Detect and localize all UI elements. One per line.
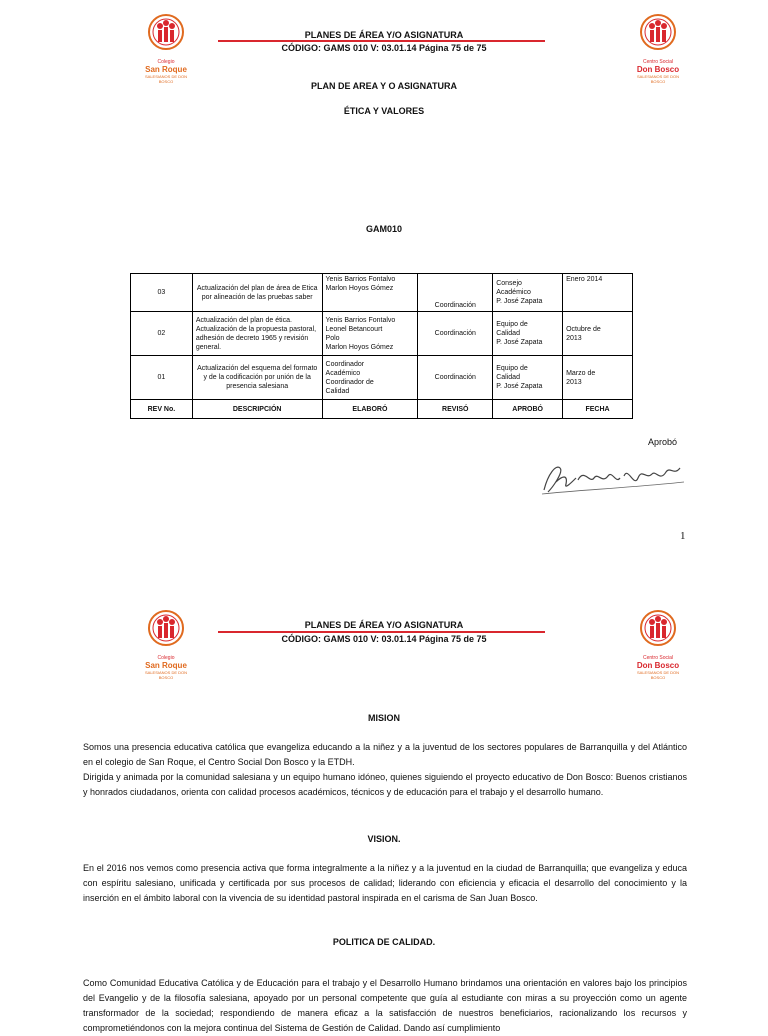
header-description: DESCRIPCIÓN — [192, 400, 322, 419]
approved-cell: Equipo de Calidad P. José Zapata — [493, 356, 563, 400]
header-date: FECHA — [563, 400, 633, 419]
date-cell: Enero 2014 — [563, 274, 633, 312]
description-cell: Actualización del esquema del formato y de la codificación por unión de la presencia salesiana — [192, 356, 322, 400]
politica-paragraph: Como Comunidad Educativa Católica y de Educación para el trabajo y el Desarrollo Humano brindamos una orientación en valores bajo los principios del Evangelio y de la filosofía salesiana, apoyado por un personal competente que guía al estudiante con miras a su proyección como un agente transformador de la sociedad; respondiendo de manera eficaz a la satisfacción de nuestros beneficiarios, racionalizando los recursos y comprometiéndonos con la mejora continua del Sistema de Gestión de Calidad. Dando así cumplimiento — [83, 978, 687, 1033]
header-code: CÓDIGO: GAMS 010 V: 03.01.14 Página 75 de 75 — [281, 634, 487, 644]
header-rev: REV No. — [131, 400, 193, 419]
subject-title: ÉTICA Y VALORES — [343, 106, 425, 116]
salesian-emblem-icon — [138, 12, 194, 54]
header-divider — [218, 40, 545, 42]
rev-number: 03 — [131, 274, 193, 312]
date-cell: Octubre de 2013 — [563, 312, 633, 356]
page-number: 1 — [680, 530, 686, 542]
reviewed-cell: Coordinación — [418, 356, 493, 400]
table-row — [131, 274, 633, 312]
description-cell: Actualización del plan de ética. Actualización de la propuesta pastoral, adhesión de decreto 1965 y revisión general. — [192, 312, 322, 356]
approved-cell: Equipo de Calidad P. José Zapata — [493, 312, 563, 356]
header-title: PLANES DE ÁREA Y/O ASIGNATURA — [304, 30, 464, 40]
signature — [538, 454, 688, 500]
mision-paragraph: Somos una presencia educativa católica que evangeliza educando a la niñez y a la juventud de los sectores populares de Barranquilla y del Atlántico en el colegio de San Roque, el Centro Social Don Bosco y la ETDH. Dirigida y animada por la comunidad salesiana y un equipo humano idóneo, quienes siguiendo el proyecto educativo de Don Bosco: Buenos cristianos y honrados ciudadanos, orienta con calidad procesos académicos, técnicos y de educación para el trabajo y el desarrollo humano. — [83, 742, 687, 797]
reviewed-cell: Coordinación — [418, 274, 493, 312]
header-title: PLANES DE ÁREA Y/O ASIGNATURA — [304, 620, 464, 630]
header-reviewed: REVISÓ — [418, 400, 493, 419]
header-divider — [218, 631, 545, 633]
logo-san-roque: Colegio San Roque SALESIANOS DE DON BOSCO — [138, 608, 194, 680]
header-approved: APROBÓ — [493, 400, 563, 419]
table-row — [131, 312, 633, 356]
logo-san-roque: Colegio San Roque SALESIANOS DE DON BOSCO — [138, 12, 194, 84]
document-code: GAM010 — [365, 224, 402, 234]
mision-heading: MISION — [367, 713, 400, 723]
approved-label: Aprobó — [648, 437, 678, 447]
rev-number: 01 — [131, 356, 193, 400]
vision-heading: VISION. — [367, 834, 401, 844]
rev-number: 02 — [131, 312, 193, 356]
salesian-emblem-icon — [630, 608, 686, 650]
table-header-row — [131, 400, 633, 419]
header-elaborated: ELABORÓ — [322, 400, 418, 419]
reviewed-cell: Coordinación — [418, 312, 493, 356]
revision-table — [130, 273, 633, 419]
politica-heading: POLITICA DE CALIDAD. — [332, 937, 436, 947]
elaborated-cell: Yenis Barrios Fontalvo Marlon Hoyos Gómez — [322, 274, 418, 312]
elaborated-cell: Yenis Barrios Fontalvo Leonel Betancourt Polo Marlon Hoyos Gómez — [322, 312, 418, 356]
description-cell: Actualización del plan de área de Etica por alineación de las pruebas saber — [192, 274, 322, 312]
header-code: CÓDIGO: GAMS 010 V: 03.01.14 Página 75 de 75 — [281, 43, 487, 53]
table-row — [131, 356, 633, 400]
salesian-emblem-icon — [630, 12, 686, 54]
salesian-emblem-icon — [138, 608, 194, 650]
logo-don-bosco: Centro Social Don Bosco SALESIANOS DE DON BOSCO — [630, 608, 686, 680]
vision-paragraph: En el 2016 nos vemos como presencia activa que forma integralmente a la niñez y a la juventud en la ciudad de Barranquilla; que evangeliza y educa con espíritu salesiano, unificada y certificada por sus procesos de calidad; liderando con eficiencia y eficacia el desarrollo del conocimiento y la inserción en el ámbito laboral con la vivencia de su identidad pastoral inspirada en el carisma de San Juan Bosco. — [83, 863, 687, 903]
logo-don-bosco: Centro Social Don Bosco SALESIANOS DE DON BOSCO — [630, 12, 686, 84]
elaborated-cell: Coordinador Académico Coordinador de Calidad — [322, 356, 418, 400]
date-cell: Marzo de 2013 — [563, 356, 633, 400]
approved-cell: Consejo Académico P. José Zapata — [493, 274, 563, 312]
plan-title: PLAN DE AREA Y O ASIGNATURA — [310, 81, 457, 91]
